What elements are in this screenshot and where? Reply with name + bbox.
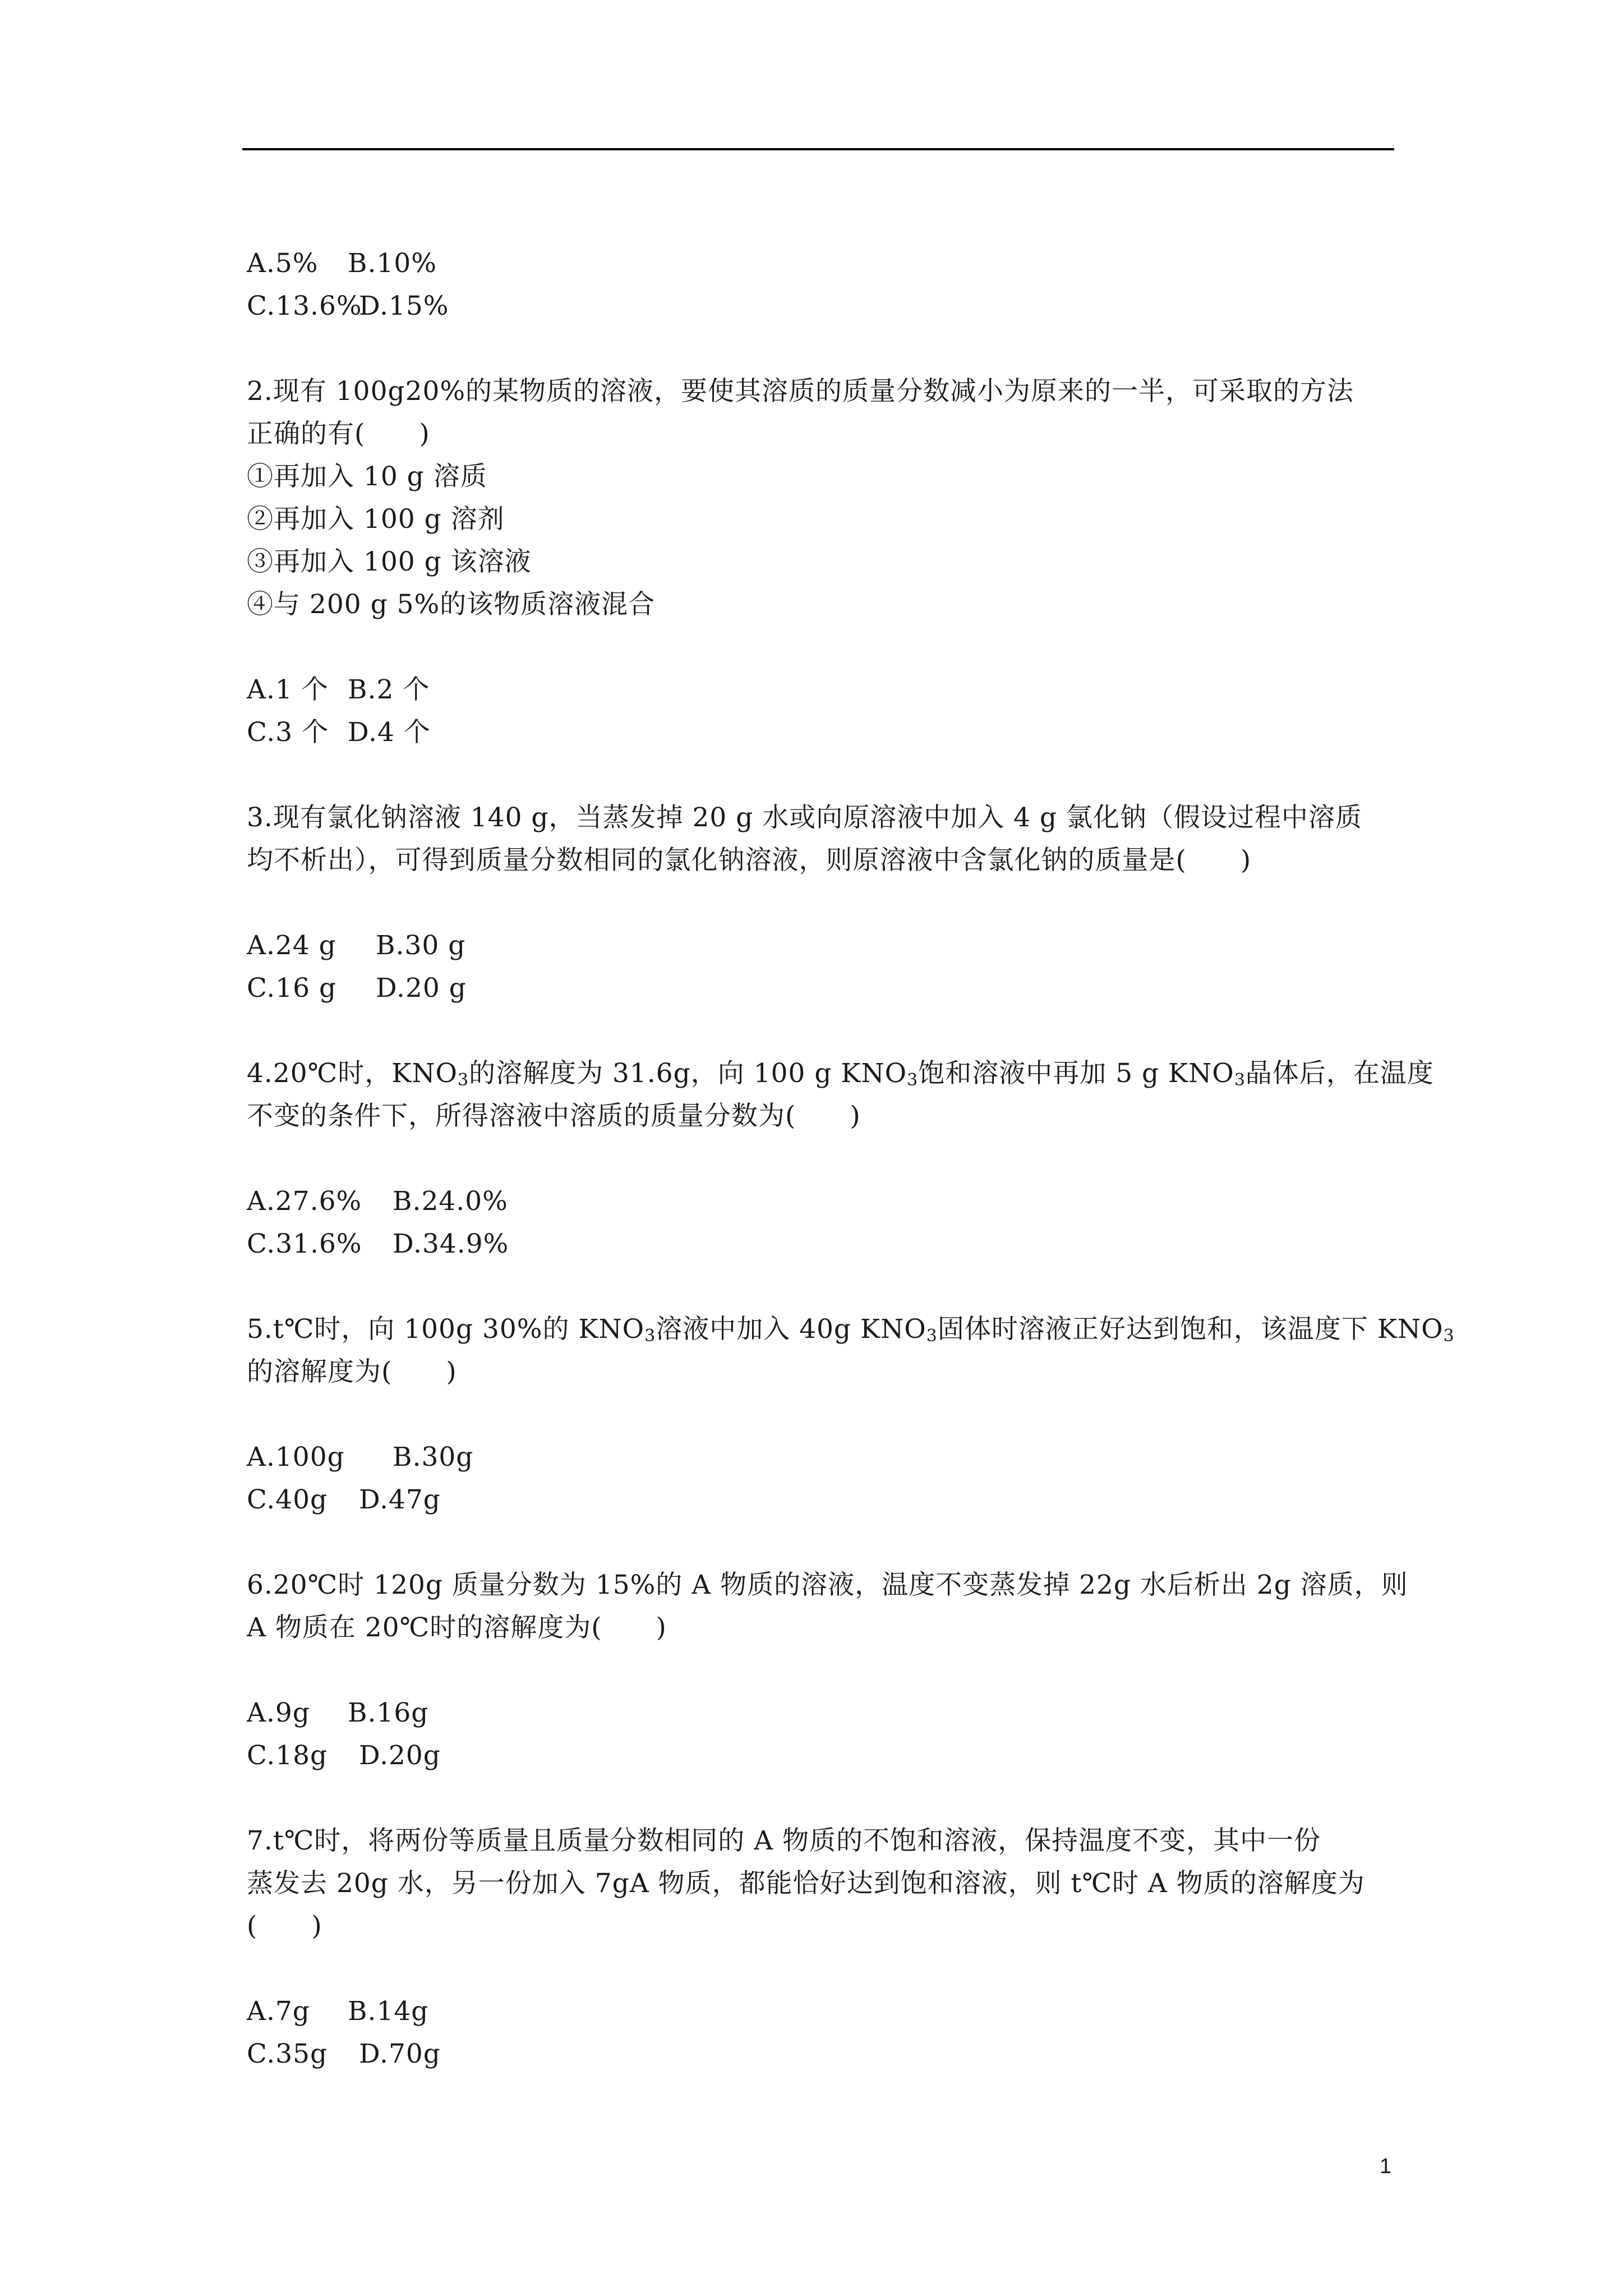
header-rule: [242, 148, 1394, 150]
q4-option-c: C.31.6%: [247, 1228, 362, 1259]
q4-stem-part-4: 晶体后，在温度: [1245, 1058, 1434, 1089]
q7-option-d: D.70g: [359, 2039, 441, 2069]
q4-subscript-2: 3: [907, 1070, 919, 1090]
q1-option-c: C.13.6%: [247, 291, 362, 321]
q4-stem-part-2: 的溶解度为 31.6g，向 100 g KNO: [469, 1058, 907, 1089]
q7-option-c: C.35g: [247, 2039, 328, 2069]
q5-stem-part-2: 溶液中加入 40g KNO: [656, 1314, 926, 1345]
q1-options-row-1: [247, 247, 437, 280]
q4-subscript-1: 3: [458, 1070, 469, 1090]
q7-options-row-1: [247, 1995, 428, 2028]
q2-item-2: ②再加入 100 g 溶剂: [247, 504, 505, 535]
q4-stem-part-1: 4.20℃时，KNO: [247, 1058, 458, 1089]
q2-option-a: A.1 个: [247, 674, 329, 705]
q5-subscript-2: 3: [926, 1326, 938, 1346]
q5-stem-line-2: 的溶解度为( ): [247, 1356, 457, 1387]
q3-option-b: B.30 g: [376, 930, 466, 961]
q2-options-row-1: [247, 673, 430, 707]
q2-item-1: ①再加入 10 g 溶质: [247, 461, 487, 492]
q3-option-d: D.20 g: [376, 973, 467, 1004]
q2-stem-line-2: 正确的有( ): [247, 418, 430, 449]
q3-options-row-2: [247, 972, 467, 1005]
q5-options-row-1: [247, 1441, 473, 1474]
q2-option-c: C.3 个: [247, 717, 329, 748]
q6-options-row-2: [247, 1739, 441, 1773]
q3-stem-line-1: 3.现有氯化钠溶液 140 g，当蒸发掉 20 g 水或向原溶液中加入 4 g 氯化钠（假设过程中溶质: [247, 802, 1363, 833]
q5-stem-line-1: [247, 1313, 1455, 1346]
q6-options-row-1: [247, 1696, 428, 1730]
q3-stem-line-2: 均不析出），可得到质量分数相同的氯化钠溶液，则原溶液中含氯化钠的质量是( ): [247, 845, 1252, 876]
q2-stem-line-1: 2.现有 100g20%的某物质的溶液，要使其溶质的质量分数减小为原来的一半，可采取的方法: [247, 376, 1354, 407]
q2-option-d: D.4 个: [348, 717, 431, 748]
q6-option-b: B.16g: [348, 1697, 429, 1728]
q5-option-c: C.40g: [247, 1484, 328, 1515]
q5-stem-part-1: 5.t℃时，向 100g 30%的 KNO: [247, 1314, 645, 1345]
q5-option-b: B.30g: [393, 1442, 474, 1473]
q6-option-d: D.20g: [359, 1740, 441, 1771]
q7-stem-line-3: ( ): [247, 1911, 322, 1941]
q6-option-a: A.9g: [247, 1697, 310, 1728]
q4-stem-line-1: [247, 1057, 1434, 1091]
q5-subscript-1: 3: [644, 1326, 656, 1346]
q6-stem-line-2: A 物质在 20℃时的溶解度为( ): [247, 1612, 667, 1643]
q1-options-row-2: [247, 289, 449, 323]
q7-stem-line-2: 蒸发去 20g 水，另一份加入 7gA 物质，都能恰好达到饱和溶液，则 t℃时 A 物质的溶解度为: [247, 1868, 1365, 1899]
q6-option-c: C.18g: [247, 1740, 328, 1771]
q3-option-a: A.24 g: [247, 930, 336, 961]
q2-options-row-2: [247, 716, 431, 749]
q4-options-row-2: [247, 1227, 509, 1261]
q5-option-a: A.100g: [247, 1442, 345, 1473]
page-number: 1: [1380, 2155, 1392, 2178]
q7-stem-line-1: 7.t℃时，将两份等质量且质量分数相同的 A 物质的不饱和溶液，保持温度不变，其中一份: [247, 1825, 1321, 1856]
q5-options-row-2: [247, 1483, 441, 1517]
q4-options-row-1: [247, 1185, 508, 1218]
q7-option-b: B.14g: [348, 1996, 429, 2027]
q4-option-a: A.27.6%: [247, 1186, 362, 1217]
q5-stem-part-3: 固体时溶液正好达到饱和，该温度下 KNO: [937, 1314, 1444, 1345]
q3-options-row-1: [247, 929, 465, 963]
q1-option-a: A.5%: [247, 248, 319, 279]
q4-stem-line-2: 不变的条件下，所得溶液中溶质的质量分数为( ): [247, 1101, 861, 1131]
q2-item-4: ④与 200 g 5%的该物质溶液混合: [247, 589, 656, 620]
q2-option-b: B.2 个: [348, 674, 430, 705]
q4-subscript-3: 3: [1234, 1070, 1246, 1090]
q1-option-d: D.15%: [359, 291, 449, 321]
q5-option-d: D.47g: [359, 1484, 441, 1515]
q2-item-3: ③再加入 100 g 该溶液: [247, 546, 532, 577]
q4-stem-part-3: 饱和溶液中再加 5 g KNO: [918, 1058, 1234, 1089]
q4-option-b: B.24.0%: [393, 1186, 508, 1217]
q1-option-b: B.10%: [348, 248, 437, 279]
q3-option-c: C.16 g: [247, 973, 337, 1004]
q4-option-d: D.34.9%: [393, 1228, 509, 1259]
q5-subscript-3: 3: [1443, 1326, 1455, 1346]
q7-options-row-2: [247, 2037, 441, 2071]
q6-stem-line-1: 6.20℃时 120g 质量分数为 15%的 A 物质的溶液，温度不变蒸发掉 22g 水后析出 2g 溶质，则: [247, 1570, 1408, 1600]
q7-option-a: A.7g: [247, 1996, 310, 2027]
